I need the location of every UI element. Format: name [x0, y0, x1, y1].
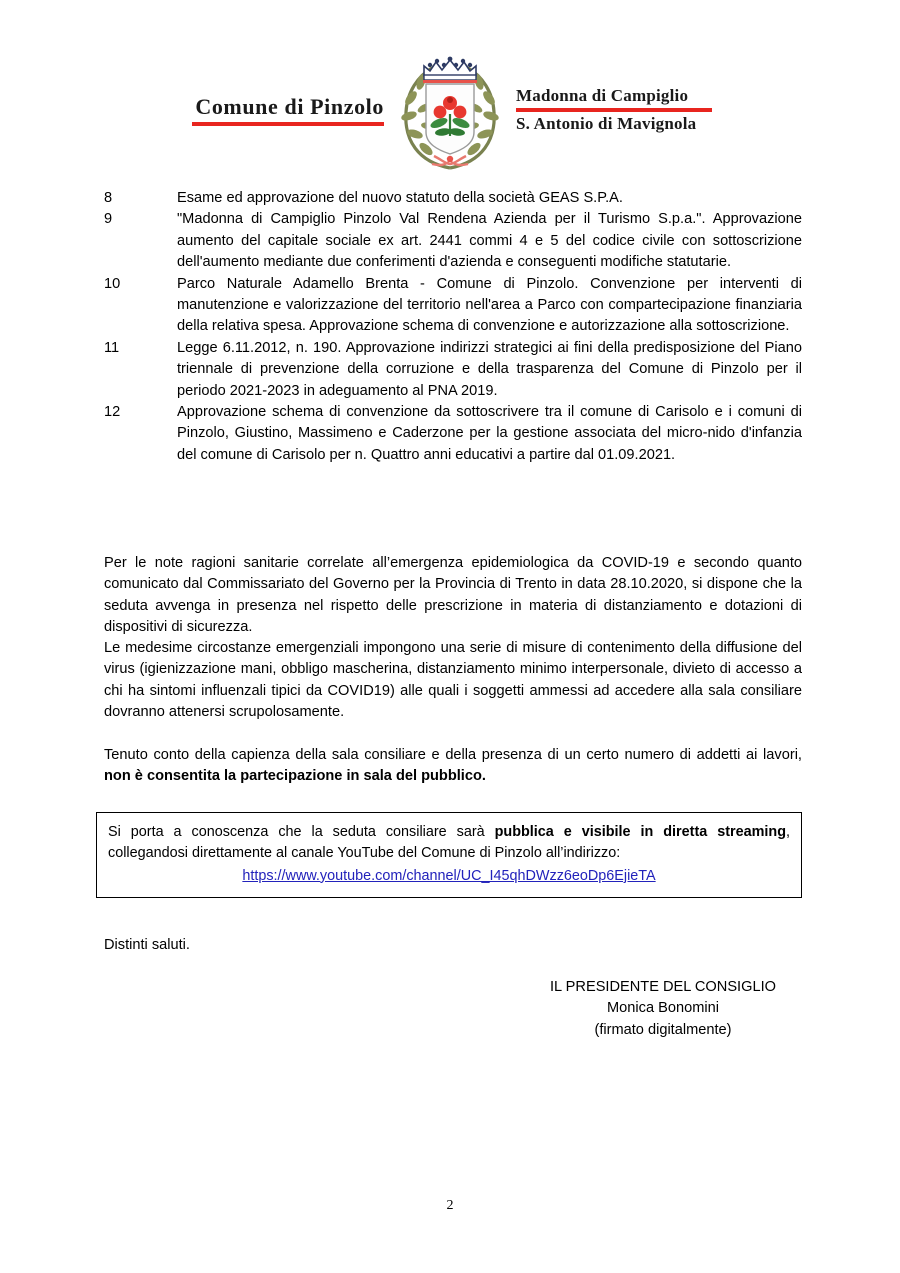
red-rule-right [516, 108, 712, 112]
signature-role: IL PRESIDENTE DEL CONSIGLIO [550, 979, 776, 995]
frazione-title-madonna: Madonna di Campiglio [516, 86, 689, 105]
paragraph-text: Le medesime circostanze emergenziali impongono una serie di misure di contenimento della diffusione del virus (igienizzazione mani, obbligo mascherina, distanziamento minimo interpersonale, divieto di accesso a chi ha sintomi influenzali tipici da COVID19) alle quali i soggetti ammessi ad accedere alla sala consiliare dovranno attenersi scrupolosamente. [104, 640, 802, 721]
agenda-item [104, 188, 802, 209]
agenda-item-text: Esame ed approvazione del nuovo statuto della società GEAS S.P.A. [177, 190, 623, 206]
paragraph-text: Per le note ragioni sanitarie correlate all’emergenza epidemiologica da COVID-19 e secondo quanto comunicato dal Commissariato del Governo per la Provincia di Trento in data 28.10.2020, si dispone che la seduta avvenga in presenza nel rispetto delle prescrizione in materia di distanziamento e dotazioni di dispositivi di sicurezza. [104, 555, 802, 636]
comune-title: Comune di Pinzolo [195, 94, 384, 119]
youtube-channel-link[interactable]: https://www.youtube.com/channel/UC_I45qhDWzz6eoDp6EjieTA [242, 867, 656, 884]
agenda-item-number: 8 [104, 190, 113, 206]
agenda-list [104, 188, 802, 466]
agenda-item-number: 10 [104, 275, 121, 292]
agenda-item-number: 12 [104, 404, 121, 421]
streaming-notice-text [108, 822, 790, 865]
signature-name: Monica Bonomini [607, 1000, 719, 1017]
closing-greeting: Distinti saluti. [104, 937, 190, 953]
frazione-title-mavignola: S. Antonio di Mavignola [516, 114, 697, 133]
agenda-item-number: 11 [104, 339, 120, 356]
agenda-item-number: 9 [104, 211, 113, 228]
page-number: 2 [446, 1198, 454, 1213]
agenda-item-text: "Madonna di Campiglio Pinzolo Val Rendena Azienda per il Turismo S.p.a.". Approvazione aumento del capitale sociale ex art. 2441 commi 4 e 5 del codice civile con sottoscrizione dell'aumento mediante due conferimenti d'azienda e conseguenti modifiche statutarie. [177, 211, 802, 271]
notice-bold: pubblica e visibile in diretta streaming [494, 824, 787, 840]
red-rule-left [192, 122, 384, 126]
streaming-notice-box [96, 812, 802, 898]
signature-block [450, 977, 876, 1041]
agenda-item [104, 209, 802, 273]
notice-plain-end: , collegandosi direttamente al canale YouTube del Comune di Pinzolo all’indirizzo: [108, 824, 791, 862]
paragraph-text-plain: Tenuto conto della capienza della sala consiliare e della presenza di un certo numero di addetti ai lavori, [104, 747, 802, 763]
body-paragraph-covid-measures [104, 553, 802, 639]
paragraph-text-bold: non è consentita la partecipazione in sala del pubblico. [104, 768, 486, 785]
coat-of-arms-icon [394, 44, 506, 176]
agenda-item [104, 274, 802, 338]
youtube-link-row [108, 866, 790, 887]
agenda-item-text: Legge 6.11.2012, n. 190. Approvazione indirizzi strategici ai fini della predisposizione del Piano triennale di prevenzione della corruzione e della trasparenza del Comune di Pinzolo per il periodo 2021-2023 in adeguamento al PNA 2019. [177, 339, 802, 399]
letterhead-right [506, 86, 761, 134]
body-paragraph-public-access [104, 745, 802, 788]
agenda-item-text: Approvazione schema di convenzione da sottoscrivere tra il comune di Carisolo e i comuni di Pinzolo, Giustino, Massimeno e Caderzone per la gestione associata del micro-nido d'infanzia del comune di Carisolo per n. Quattro anni educativi a partire dal 01.09.2021. [177, 404, 802, 463]
agenda-item [104, 338, 802, 402]
letterhead [0, 40, 900, 180]
letterhead-left [139, 94, 394, 126]
signature-note: (firmato digitalmente) [594, 1021, 732, 1038]
body-paragraph-containment-measures [104, 638, 802, 724]
notice-plain-start: Si porta a conoscenza che la seduta consiliare sarà [108, 824, 495, 840]
agenda-item-text: Parco Naturale Adamello Brenta - Comune di Pinzolo. Convenzione per interventi di manutenzione e valorizzazione del territorio nell'area a Parco con compartecipazione finanziaria della relativa spesa. Approvazione schema di convenzione e autorizzazione alla sottoscrizione. [177, 275, 802, 335]
agenda-item [104, 402, 802, 466]
